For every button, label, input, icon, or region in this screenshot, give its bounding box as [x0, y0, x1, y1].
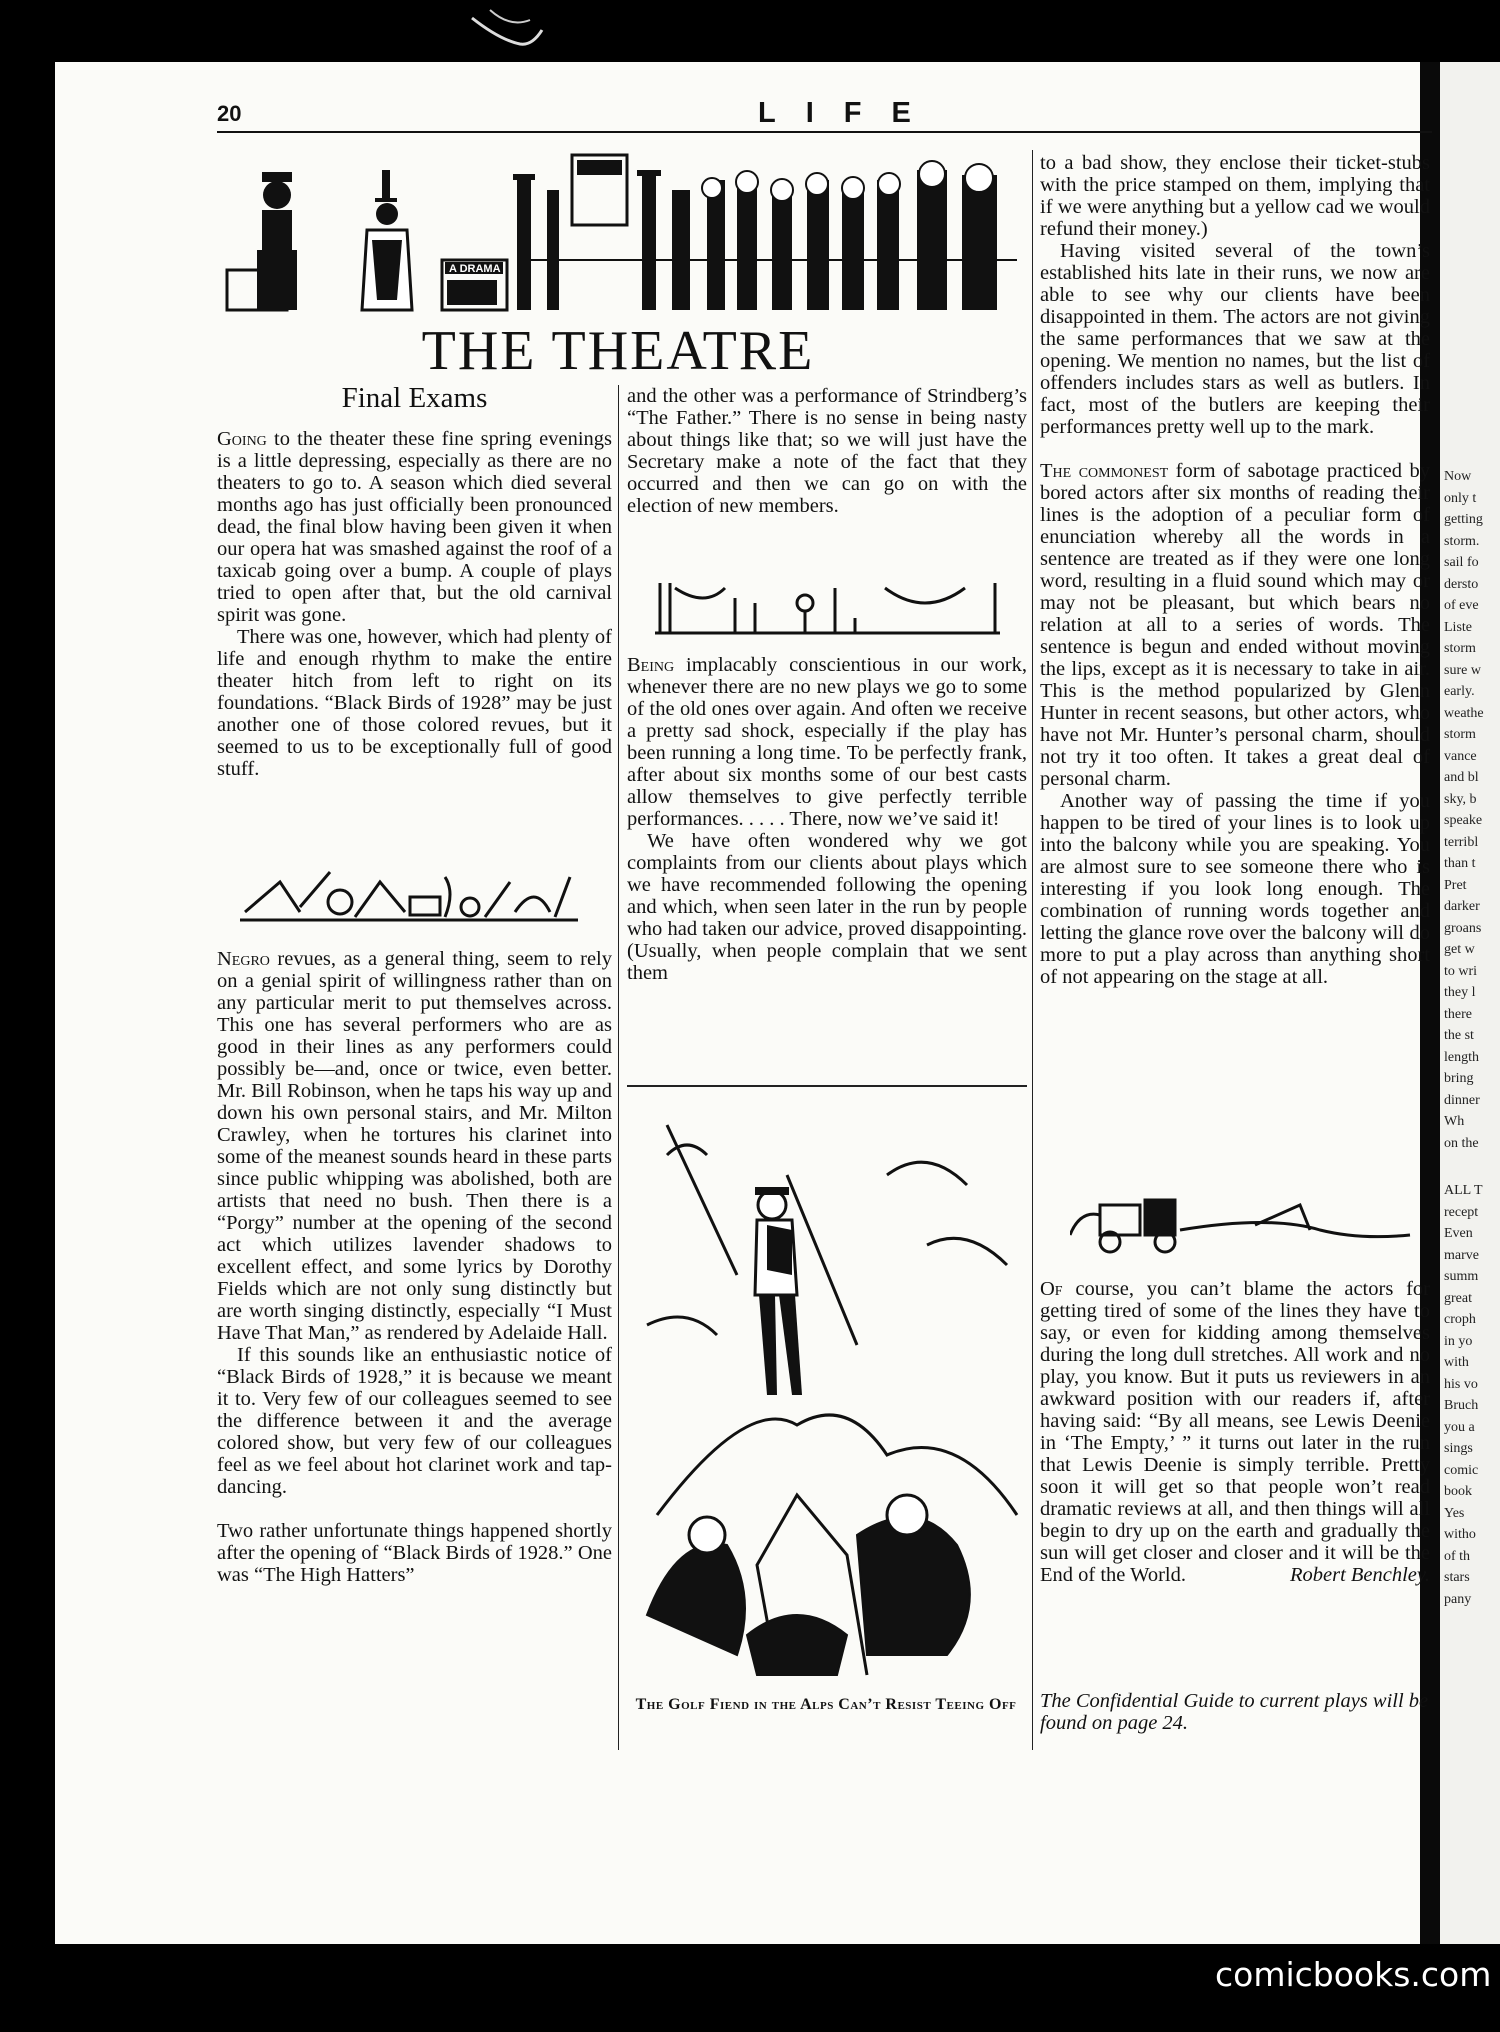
next-page-fragment: to wri [1444, 963, 1478, 979]
next-page-fragment: dersto [1444, 576, 1479, 592]
next-page-fragment: there [1444, 1006, 1472, 1022]
next-page-fragment: get w [1444, 942, 1475, 957]
next-page-fragment: ALL T [1444, 1183, 1483, 1198]
next-page-fragment: vance [1444, 748, 1477, 764]
next-page-fragment: Now [1444, 469, 1472, 484]
next-page-fragment: marve [1444, 1247, 1479, 1263]
binding-thread-mark [470, 0, 550, 60]
next-page-fragment: sings [1444, 1441, 1473, 1456]
magazine-name: LIFE [758, 97, 941, 129]
column-2 [627, 385, 1027, 517]
page-number: 20 [217, 101, 242, 126]
next-page-fragment: with [1444, 1355, 1469, 1370]
paragraph: Going to the theater these fine spring evenings is a little depressing, especially as there are no theaters to go to. A season which died several months ago has just officially been pronounced dead, the final blow having been given it when our opera hat was smashed against the roof of a taxicab going over a bump. A couple of plays tried to open after that, but the old carnival spirit was gone. [217, 428, 612, 626]
paragraph: Being implacably conscientious in our work, whenever there are no new plays we go to some of the old ones over again. And often we receive a pretty sad shock, especially if the play has been running a long time. To be perfectly frank, after about six months some of our best casts allow themselves to give perfectly terrible performances. . . . . There, now we’ve said it! [627, 654, 1027, 830]
paragraph: There was one, however, which had plenty of life and enough rhythm to make the entire theater hitch from left to right on its foundations. “Black Birds of 1928” may be just another one of those colored revues, but it seemed to us to be exceptionally full of good stuff. [217, 626, 612, 780]
next-page-fragment: groans [1444, 920, 1482, 936]
next-page-fragment: his vo [1444, 1376, 1478, 1392]
next-page-fragment: terribl [1444, 834, 1479, 850]
column-1-continued [217, 948, 612, 1586]
next-page-fragment: sky, b [1444, 791, 1477, 807]
running-header [217, 97, 1432, 133]
column-3-continued [1040, 1278, 1430, 1586]
column-2-continued [627, 654, 1027, 984]
next-page-fragment: pany [1444, 1591, 1472, 1607]
next-page-fragment: of eve [1444, 598, 1479, 613]
column-3 [1040, 152, 1430, 988]
paragraph: Two rather unfortunate things happened shortly after the opening of “Black Birds of 1928.” One was “The High Hatters” [217, 1520, 612, 1586]
car-and-fisherman-vignette [1070, 1190, 1415, 1260]
next-page-fragment: witho [1444, 1527, 1476, 1542]
next-page-fragment: book [1444, 1484, 1472, 1499]
next-page-fragment: you a [1444, 1419, 1475, 1435]
column-rule [1032, 150, 1033, 1750]
next-page-fragment: Bruch [1444, 1398, 1479, 1413]
author-signature: Robert Benchley. [1289, 1564, 1430, 1586]
watermark: comicbooks.com [1215, 1955, 1492, 1994]
next-page-fragment: than t [1444, 856, 1476, 871]
cartoon-caption: The Golf Fiend in the Alps Can’t Resist Teeing Off [635, 1696, 1017, 1713]
next-page-fragment: of th [1444, 1548, 1471, 1564]
theatre-audience-illustration [217, 150, 1019, 315]
paragraph: The commonest form of sabotage practiced by bored actors after six months of reading their lines is the adoption of a peculiar form of enunciation whereby all the words in a sentence are treated as if they were one long word, resulting in a fluid sound which may or may not be pleasant, but which bears no relation at all to a series of words. The sentence is begun and ended without moving the lips, except as it is necessary to take in air. This is the method popularized by Glenn Hunter in recent seasons, but other actors, who have not Mr. Hunter’s personal charm, should not try it too often. It takes a great deal of personal charm. [1040, 460, 1430, 790]
next-page-fragment: weathe [1444, 705, 1484, 721]
drama-sign-text: A DRAMA [449, 263, 501, 275]
jazz-band-vignette [240, 862, 578, 924]
next-page-fragment: in yo [1444, 1333, 1473, 1349]
paragraph: to a bad show, they enclose their ticket-stubs with the price stamped on them, implying that if we were anything but a yellow cad we would refund their money.) [1040, 152, 1430, 240]
next-page-fragment: Even [1444, 1226, 1473, 1241]
next-page-fragment: croph [1444, 1312, 1476, 1327]
paragraph: We have often wondered why we got complaints from our clients about plays which we have recommended following the opening and which, when seen later in the run by people who had taken our advice, proved disappointing. (Usually, when people complain that we sent them [627, 830, 1027, 984]
next-page-fragment: comic [1444, 1462, 1479, 1478]
paragraph: Of course, you can’t blame the actors for getting tired of some of the lines they have to say, or even for kidding among themselves during the long dull stretches. All work and no play, you know. But it puts us reviewers in an awkward position with our readers if, after having said: “By all means, see Lewis Deenie in ‘The Empty,’ ” it turns out later in the run that Lewis Deenie is simply terrible. Pretty soon it will get so that people won’t read dramatic reviews at all, and then things will all begin to dry up on the earth and gradually the sun will get closer and closer and it will be the End of the World. Robert Benchley. [1040, 1278, 1430, 1586]
section-title: THE THEATRE [421, 320, 815, 382]
next-page-fragment: they l [1444, 985, 1476, 1000]
next-page-fragment: recept [1444, 1204, 1479, 1220]
next-page-fragment: bring [1444, 1071, 1474, 1086]
next-page-fragment: dinner [1444, 1092, 1480, 1108]
column-1 [217, 428, 612, 780]
cartoon-top-rule [627, 1085, 1027, 1087]
next-page-fragment: storm [1444, 641, 1476, 656]
next-page-fragment: darker [1444, 899, 1480, 914]
next-page-fragment: summ [1444, 1269, 1479, 1284]
next-page-fragment: storm. [1444, 533, 1480, 549]
next-page-fragment: Wh [1444, 1114, 1465, 1129]
next-page-fragment: stars [1444, 1570, 1470, 1585]
next-page-fragment: speake [1444, 813, 1483, 828]
paragraph: Having visited several of the town’s established hits late in their runs, we now are able to see why our clients have been disappointed in them. The actors are not giving the same performances that we saw at the opening. We mention no names, but the list of offenders includes stars as well as butlers. In fact, most of the butlers are keeping their performances pretty well up to the mark. [1040, 240, 1430, 438]
next-page-fragment: storm [1444, 727, 1476, 742]
confidential-guide-note: The Confidential Guide to current plays will be found on page 24. [1040, 1690, 1429, 1734]
next-page-edge [1440, 62, 1500, 1944]
next-page-fragment: only t [1444, 490, 1477, 506]
paragraph: Another way of passing the time if you happen to be tired of your lines is to look up into the balcony while you are speaking. You are almost sure to see someone there who is interesting if you look long enough. The combination of running words together and letting the glance rove over the balcony will do more to put a play across than anything short of not appearing on the stage at all. [1040, 790, 1430, 988]
next-page-fragment: great [1444, 1290, 1472, 1306]
golf-alps-cartoon [627, 1095, 1027, 1687]
stage-curtain-vignette [655, 578, 1000, 636]
next-page-fragment: early. [1444, 684, 1475, 699]
next-page-fragment: length [1444, 1049, 1479, 1065]
paragraph: Negro revues, as a general thing, seem to rely on a genial spirit of willingness rather than on any particular merit to put themselves across. This one has several performers who are as good in their lines as any performers could possibly be—and, once or twice, even better. Mr. Bill Robinson, when he taps his way up and down his own personal stairs, and Mr. Milton Crawley, when he tortures his clarinet into some of the meanest sounds heard in these parts since public whipping was abolished, both are artists that need no bush. Then there is a “Porgy” number at the opening of the second act which utilizes lavender shadows to excellent effect, and some lyrics by Dorothy Fields which are not only sung distinctly but are worth singing distinctly, especially “I Must Have That Man,” as rendered by Adelaide Hall. [217, 948, 612, 1344]
article-headline: Final Exams [341, 382, 488, 414]
column-rule [618, 385, 619, 1750]
next-page-fragment: the st [1444, 1028, 1474, 1043]
next-page-fragment: on the [1444, 1135, 1479, 1151]
next-page-fragment: sure w [1444, 662, 1481, 678]
next-page-fragment: getting [1444, 512, 1483, 527]
next-page-fragment: sail fo [1444, 555, 1479, 570]
paragraph: If this sounds like an enthusiastic notice of “Black Birds of 1928,” it is because we meant it to. Very few of our colleagues seemed to see the difference between it and the average colored show, but very few of our colleagues feel as we feel about hot clarinet work and tap-dancing. [217, 1344, 612, 1498]
next-page-fragment: Liste [1444, 619, 1472, 635]
next-page-fragment: and bl [1444, 770, 1479, 785]
next-page-fragment: Yes [1444, 1505, 1465, 1521]
paragraph: and the other was a performance of Strindberg’s “The Father.” There is no sense in being nasty about things like that; so we will just have the Secretary make a note of the fact that they occurred and then we can go on with the election of new members. [627, 385, 1027, 517]
next-page-fragment: Pret [1444, 877, 1467, 893]
